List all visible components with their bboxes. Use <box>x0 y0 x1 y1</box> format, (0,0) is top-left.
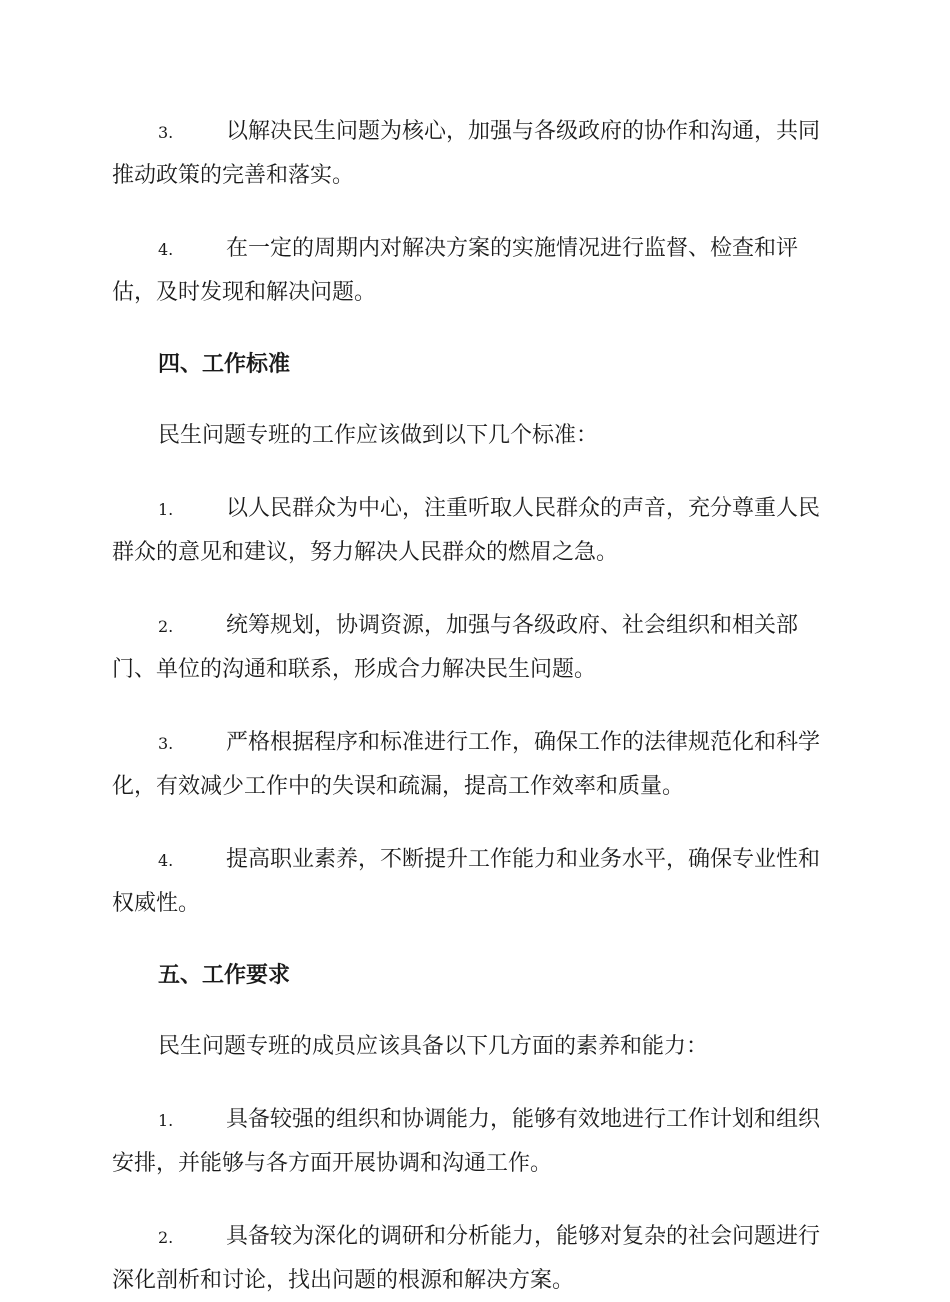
list-item <box>112 1215 832 1302</box>
item-number: 2. <box>158 1228 174 1247</box>
list-item <box>112 1098 832 1185</box>
section-heading: 五、工作要求 <box>158 962 291 988</box>
list-item <box>112 604 832 691</box>
item-number: 3. <box>158 123 174 142</box>
section-heading: 四、工作标准 <box>158 351 291 377</box>
item-number: 2. <box>158 617 174 636</box>
item-text: 具备较为深化的调研和分析能力，能够对复杂的社会问题进行深化剖析和讨论，找出问题的根源和解决方案。 <box>112 1224 821 1293</box>
list-item <box>112 838 832 925</box>
item-text: 统筹规划，协调资源，加强与各级政府、社会组织和相关部门、单位的沟通和联系，形成合力解决民生问题。 <box>112 613 799 682</box>
item-number: 4. <box>158 851 174 870</box>
section-intro: 民生问题专班的工作应该做到以下几个标准： <box>158 423 599 448</box>
list-item <box>112 487 832 574</box>
list-item <box>112 227 832 314</box>
item-text: 具备较强的组织和协调能力，能够有效地进行工作计划和组织安排，并能够与各方面开展协调和沟通工作。 <box>112 1107 821 1176</box>
list-item <box>112 721 832 808</box>
item-text: 提高职业素养，不断提升工作能力和业务水平，确保专业性和权威性。 <box>112 847 821 916</box>
item-text: 以解决民生问题为核心，加强与各级政府的协作和沟通，共同推动政策的完善和落实。 <box>112 119 821 188</box>
list-item <box>112 110 832 197</box>
item-number: 4. <box>158 240 174 259</box>
item-number: 3. <box>158 734 174 753</box>
item-text: 严格根据程序和标准进行工作，确保工作的法律规范化和科学化，有效减少工作中的失误和疏漏，提高工作效率和质量。 <box>112 730 821 799</box>
item-number: 1. <box>158 1111 174 1130</box>
item-text: 以人民群众为中心，注重听取人民群众的声音，充分尊重人民群众的意见和建议，努力解决人民群众的燃眉之急。 <box>112 496 821 565</box>
item-text: 在一定的周期内对解决方案的实施情况进行监督、检查和评估，及时发现和解决问题。 <box>112 236 799 305</box>
item-number: 1. <box>158 500 174 519</box>
section-intro: 民生问题专班的成员应该具备以下几方面的素养和能力： <box>158 1034 709 1059</box>
